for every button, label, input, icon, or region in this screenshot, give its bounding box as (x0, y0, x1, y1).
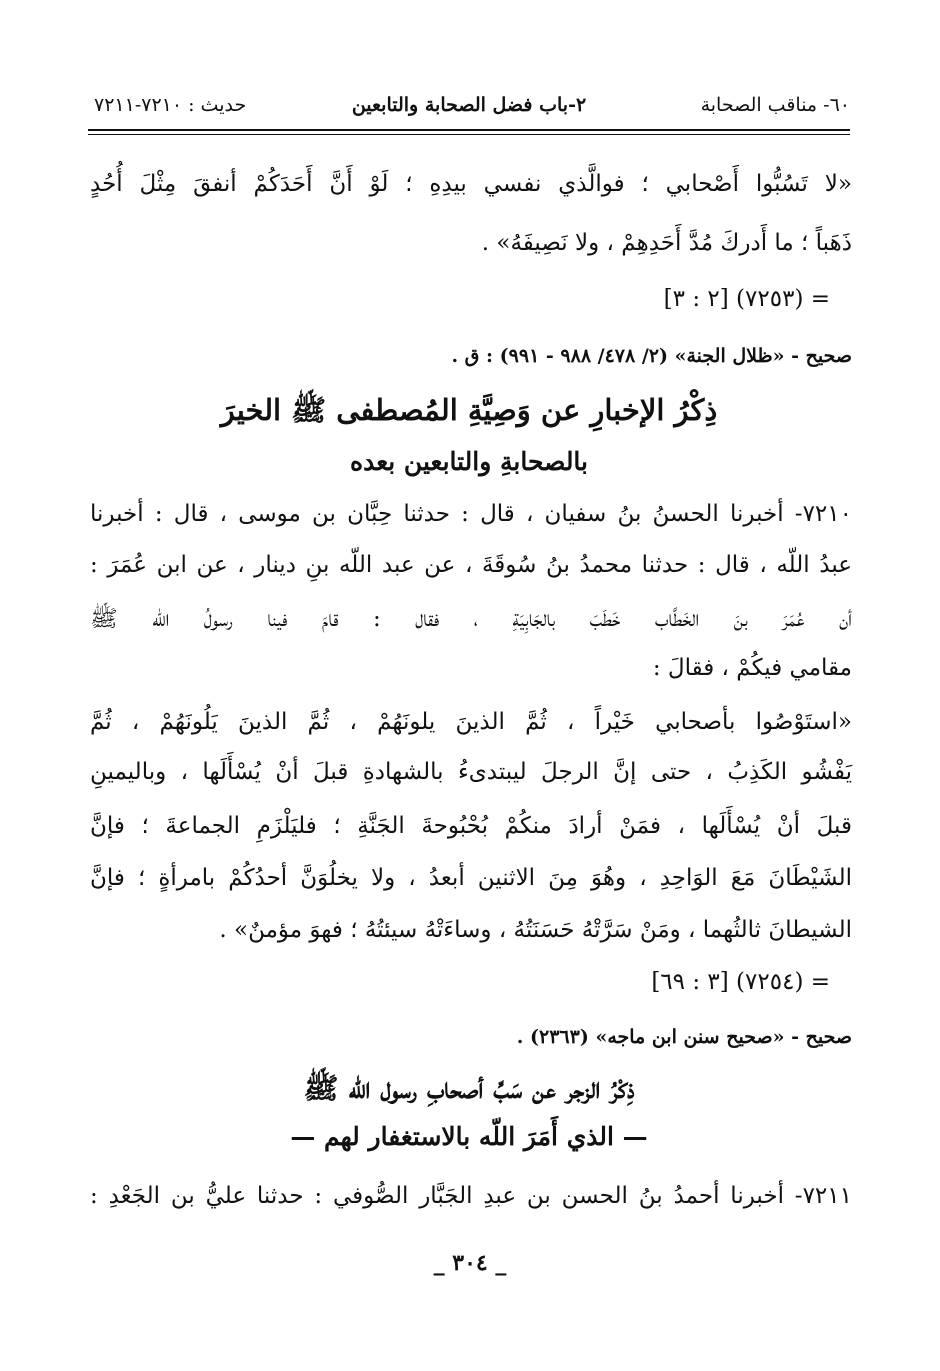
text-line: ٧٢١١- أخبرنا أحمدُ بنُ الحسن بن عبدِ الجَبَّار الصُّوفي : حدثنا عليُّ بن الجَعْدِ : (90, 1183, 852, 1209)
text-line: أن عُمَرَ بنَ الخَطَّاب خَطَبَ بالجَابِيَةِ ، فقال : قامَ فينا رسولُ اللّه ﷺ (90, 606, 852, 632)
header-rule (88, 129, 850, 131)
text-line: الشَيْطَانَ مَعَ الوَاحِدِ ، وهُوَ مِنَ الاثنين أبعدُ ، ولا يخلُوَنَّ أحدُكُمْ بامرأةٍ ؛ فإنَّ (90, 865, 852, 891)
text-line: «استَوْصُوا بأصحابي خَيْراً ، ثُمَّ الذينَ يلونَهُمْ ، ثُمَّ الذينَ يَلُونَهُمْ ، ثُمَّ (90, 709, 852, 735)
header-section: ٢-باب فضل الصحابة والتابعين (351, 94, 587, 116)
text-line: ذَهَباً ؛ ما أَدركَ مُدَّ أَحَدِهِمْ ، ولا نَصِيفَهُ» . (481, 230, 852, 256)
text-line: الشيطانَ ثالثُهما ، ومَنْ سَرَّتْهُ حَسَنَتُهُ ، وساءَتْهُ سيئتُهُ ؛ فهوَ مؤمنٌ» . (219, 917, 852, 943)
header-hadith-range: حديث : ٧٢١٠-٧٢١١ (94, 94, 247, 116)
section-title: ذِكْرُ الزجر عن سَبِّ أصحابِ رسول اللّه ﷺ (303, 1071, 635, 1105)
text-line: «لا تَسُبُّوا أَصْحابي ؛ فوالَّذي نفسي بيدِهِ ؛ لَوْ أَنَّ أَحَدَكُمْ أنفقَ مِثْلَ أُحُدٍ (90, 171, 852, 197)
text-line: عبدُ اللّه ، قال : حدثنا محمدُ بنُ سُوقَةَ ، عن عبد اللّه بنِ دينار ، عن ابن عُمَرَ : (90, 552, 852, 578)
header-chapter: ٦٠- مناقب الصحابة (700, 94, 850, 116)
page-number: _ ٣٠٤ _ (433, 1250, 507, 1276)
text-line: قبلَ أنْ يُسْأَلَها ، فمَنْ أرادَ منكُمْ بُحْبُوحةَ الجَنَّةِ ؛ فليَلْزَمِ الجماعةَ ؛ فإنَّ (90, 813, 852, 839)
section-title: ذِكْرُ الإخبارِ عن وَصِيَّةِ المُصطفى ﷺ الخيرَ (220, 393, 718, 427)
reference-line: = (٧٢٥٤) [٣ : ٦٩] (651, 969, 830, 995)
section-subtitle: بالصحابةِ والتابعين بعده (349, 447, 589, 476)
text-line: ٧٢١٠- أخبرنا الحسنُ بنُ سفيان ، قال : حدثنا حِبَّان بن موسى ، قال : أخبرنا (90, 501, 852, 527)
section-subtitle: — الذي أَمَرَ اللّه بالاستغفار لهم — (290, 1122, 648, 1151)
grading-line: صحيح - «ظلال الجنة» (٢/ ٤٧٨/ ٩٨٨ - ٩٩١) : ق . (451, 345, 852, 367)
text-line: مقامي فيكُمْ ، فقالَ : (652, 655, 852, 681)
reference-line: = (٧٢٥٣) [٢ : ٣] (663, 286, 830, 312)
text-line: يَفْشُو الكَذِبُ ، حتى إنَّ الرجلَ ليبتدىءُ بالشهادةِ قبلَ أنْ يُسْأَلَها ، وباليمينِ (90, 759, 852, 785)
grading-line: صحيح - «صحيح سنن ابن ماجه» (٢٣٦٣) . (516, 1026, 852, 1048)
running-header (88, 86, 850, 126)
header-rule-thin (88, 134, 850, 135)
